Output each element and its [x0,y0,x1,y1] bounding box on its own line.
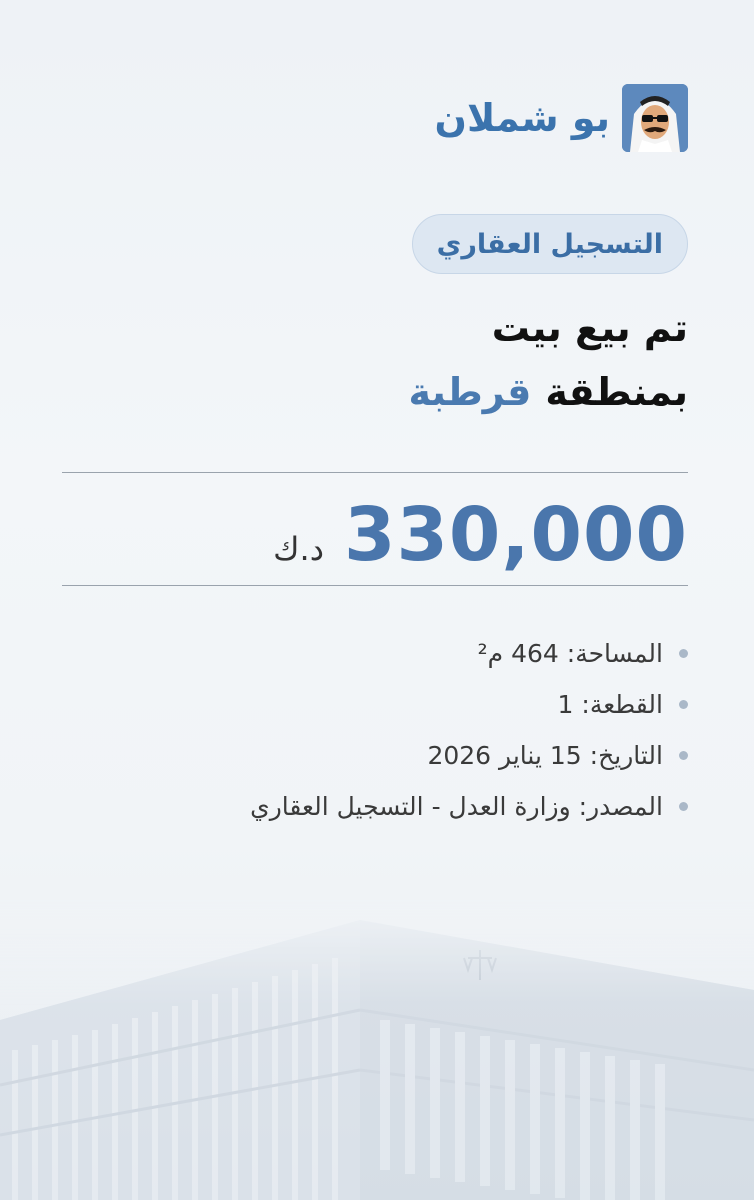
detail-value: وزارة العدل - التسجيل العقاري [250,792,571,821]
detail-value: 1 [557,690,574,719]
divider-bottom [62,585,688,586]
detail-block [250,679,688,730]
avatar [622,84,688,152]
headline-prefix: بمنطقة [545,370,688,414]
area-name: قرطبة [408,370,532,414]
courthouse-building-image [0,900,754,1200]
price-currency: د.ك [273,530,324,568]
bullet-icon [679,649,688,658]
detail-label: المصدر: [578,792,663,821]
detail-value: 464 م² [477,639,559,668]
headline-line-1: تم بيع بيت [491,306,688,350]
price-row [273,492,688,578]
detail-source [250,781,688,832]
man-ghutra-sunglasses-icon [622,84,688,152]
detail-label: التاريخ: [589,741,663,770]
details-list [250,628,688,832]
detail-label: المساحة: [566,639,663,668]
divider-top [62,472,688,473]
detail-area [250,628,688,679]
price-amount: 330,000 [343,492,688,578]
headline-line-2 [408,370,688,414]
bullet-icon [679,700,688,709]
category-badge [412,214,688,274]
detail-date [250,730,688,781]
category-label: التسجيل العقاري [436,228,663,260]
detail-label: القطعة: [581,690,663,719]
brand-header [435,84,688,152]
bullet-icon [679,751,688,760]
bullet-icon [679,802,688,811]
detail-value: 15 يناير 2026 [427,741,582,770]
brand-name: بو شملان [434,96,610,140]
